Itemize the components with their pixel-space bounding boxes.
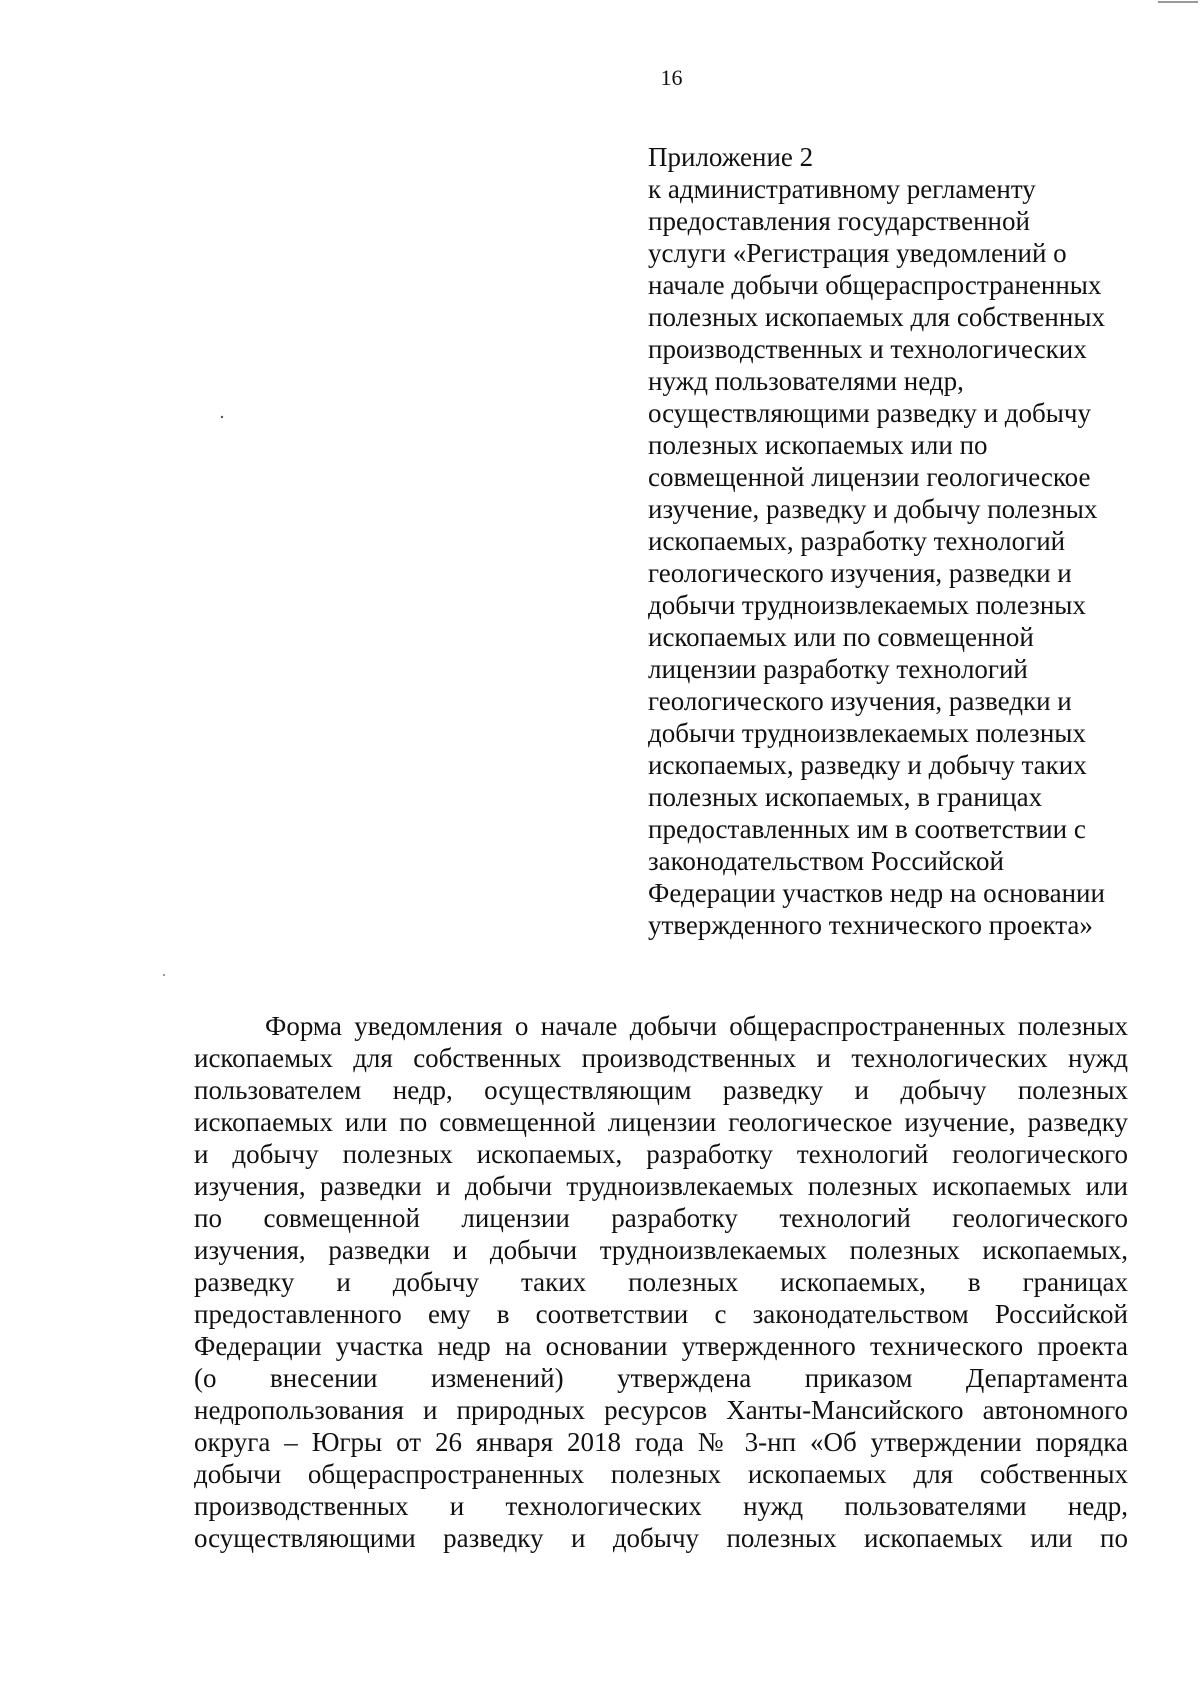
body-line: осуществляющими разведку и добычу полезных ископаемых или по [194,1523,1128,1553]
appendix-line: осуществляющими разведку и добычу [648,398,1091,428]
page-number: 16 [660,65,683,90]
appendix-line: ископаемых, разведку и добычу таких [648,750,1087,780]
form-description [194,1010,1128,1554]
scan-speck [163,974,165,976]
appendix-line: к административному регламенту [648,174,1036,204]
body-line: Форма уведомления о начале добычи общераспространенных полезных [265,1011,1128,1041]
appendix-line: совмещенной лицензии геологическое [648,462,1091,492]
body-line: (о внесении изменений) утверждена приказом Департамента [194,1363,1128,1393]
appendix-header [648,141,1168,941]
body-line: производственных и технологических нужд пользователями недр, [194,1491,1128,1521]
body-line: пользователем недр, осуществляющим разведку и добычу полезных [194,1075,1128,1105]
body-line: ископаемых или по совмещенной лицензии геологическое изучение, разведку [194,1107,1128,1137]
appendix-line: утвержденного технического проекта» [648,910,1093,940]
appendix-title: Приложение 2 [648,142,814,172]
appendix-line: изучение, разведку и добычу полезных [648,494,1098,524]
appendix-line: услуги «Регистрация уведомлений о [648,238,1067,268]
appendix-line: лицензии разработку технологий [648,654,1028,684]
body-line: изучения, разведки и добычи трудноизвлекаемых полезных ископаемых, [194,1235,1128,1265]
appendix-line: геологического изучения, разведки и [648,686,1072,716]
appendix-line: геологического изучения, разведки и [648,558,1072,588]
appendix-line: предоставления государственной [648,206,1030,236]
appendix-line: полезных ископаемых или по [648,430,988,460]
appendix-line: полезных ископаемых для собственных [648,302,1105,332]
body-line: округа – Югры от 26 января 2018 года № 3-нп «Об утверждении порядка [194,1427,1128,1457]
body-line: и добычу полезных ископаемых, разработку технологий геологического [194,1139,1128,1169]
body-line: предоставленного ему в соответствии с законодательством Российской [194,1299,1128,1329]
appendix-line: ископаемых или по совмещенной [648,622,1034,652]
scan-speck [221,416,223,418]
appendix-line: нужд пользователями недр, [648,366,964,396]
appendix-line: начале добычи общераспространенных [648,270,1102,300]
appendix-line: предоставленных им в соответствии с [648,814,1086,844]
body-line: недропользования и природных ресурсов Ханты-Мансийского автономного [194,1395,1128,1425]
body-line: ископаемых для собственных производственных и технологических нужд [194,1043,1128,1073]
appendix-line: полезных ископаемых, в границах [648,782,1043,812]
body-line: разведку и добычу таких полезных ископаемых, в границах [194,1267,1128,1297]
appendix-line: добычи трудноизвлекаемых полезных [648,718,1086,748]
body-line: добычи общераспространенных полезных ископаемых для собственных [194,1459,1128,1489]
appendix-line: производственных и технологических [648,334,1087,364]
appendix-line: законодательством Российской [648,846,1004,876]
body-line: Федерации участка недр на основании утвержденного технического проекта [194,1331,1128,1361]
appendix-line: добычи трудноизвлекаемых полезных [648,590,1086,620]
appendix-line: ископаемых, разработку технологий [648,526,1066,556]
body-line: по совмещенной лицензии разработку технологий геологического [194,1203,1128,1233]
appendix-line: Федерации участков недр на основании [648,878,1105,908]
body-line: изучения, разведки и добычи трудноизвлекаемых полезных ископаемых или [194,1171,1128,1201]
